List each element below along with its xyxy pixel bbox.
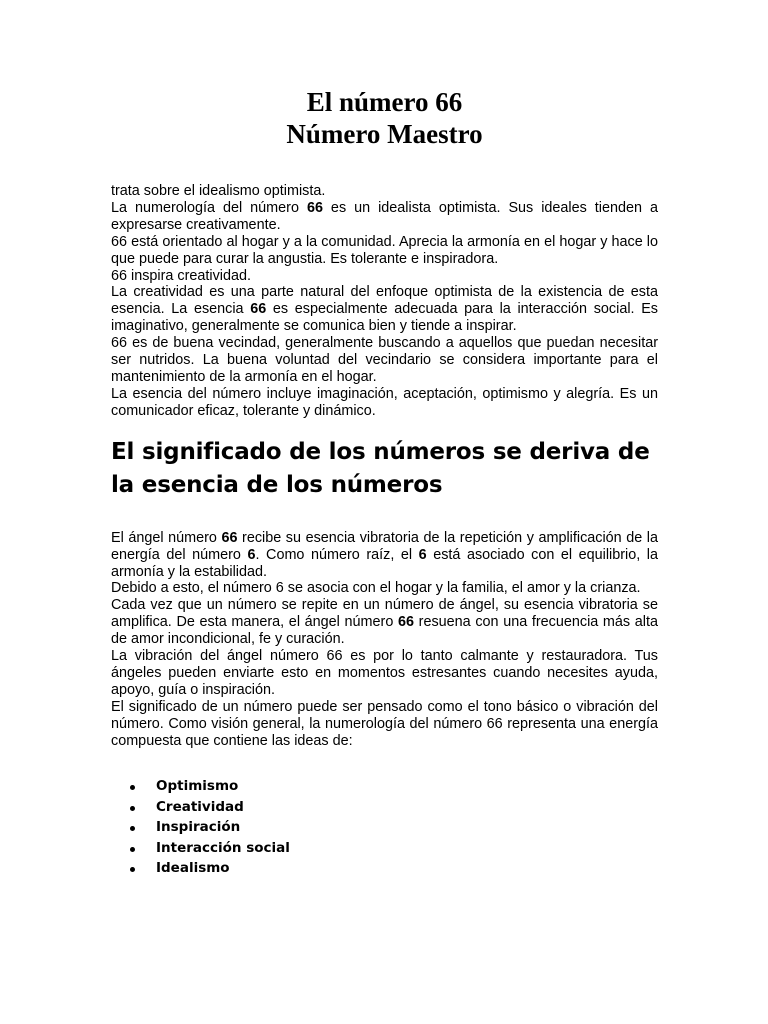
paragraph <box>111 699 658 750</box>
bold-number: 6 <box>247 546 256 563</box>
bold-number: 66 <box>306 199 323 216</box>
paragraph <box>111 386 658 420</box>
paragraph-text: es especialmente adecuada para la interacción social. Es imaginativo, generalmente se comunica bien y tiende a inspirar. <box>111 301 658 335</box>
bold-number: 6 <box>418 546 427 563</box>
paragraph <box>111 530 658 581</box>
section-heading: El significado de los números se deriva de la esencia de los números <box>111 438 650 498</box>
intro-section <box>111 183 658 420</box>
paragraph-text: resuena con una frecuencia más alta de amor incondicional, fe y curación. <box>111 614 658 648</box>
paragraph <box>111 335 658 386</box>
bold-number: 66 <box>398 614 415 631</box>
list-item-label: Inspiración <box>156 819 241 836</box>
list-item <box>111 817 658 838</box>
document-page <box>111 86 658 879</box>
paragraph-text: El significado de un número puede ser pensado como el tono básico o vibración del número. Como visión general, la numerología del número 66 representa una energía compuesta que contiene las ideas de: <box>111 698 658 749</box>
paragraph <box>111 597 658 648</box>
list-item-label: Optimismo <box>156 778 239 795</box>
list-item-label: Idealismo <box>156 860 230 877</box>
paragraph-text: Cada vez que un número se repite en un número de ángel, su esencia vibratoria se amplifica. De esta manera, el ángel número <box>111 597 658 631</box>
bullet-icon <box>130 867 135 872</box>
bullet-icon <box>130 806 135 811</box>
paragraph <box>111 200 658 234</box>
list-item <box>111 797 658 818</box>
bold-number: 66 <box>250 301 267 318</box>
paragraph-text: 66 inspira creatividad. <box>111 267 251 284</box>
title-line-2: Número Maestro <box>286 119 483 149</box>
meaning-section <box>111 530 658 750</box>
bullet-icon <box>130 847 135 852</box>
paragraph-text: es un idealista optimista. Sus ideales tienden a expresarse creativamente. <box>111 199 659 233</box>
paragraph <box>111 183 658 200</box>
ideas-list <box>111 776 658 879</box>
list-item <box>111 858 658 879</box>
bullet-icon <box>130 785 135 790</box>
paragraph <box>111 648 658 699</box>
list-item <box>111 838 658 859</box>
paragraph <box>111 284 658 335</box>
paragraph-text: 66 es de buena vecindad, generalmente buscando a aquellos que puedan necesitar ser nutridos. La buena voluntad del vecindario se considera importante para el mantenimiento de la armonía en el hogar. <box>111 335 658 385</box>
paragraph-text: 66 está orientado al hogar y a la comunidad. Aprecia la armonía en el hogar y hace lo que puede para curar la angustia. Es tolerante e inspiradora. <box>111 233 658 267</box>
paragraph-text: El ángel número <box>111 529 222 546</box>
list-item-label: Creatividad <box>156 798 244 815</box>
paragraph-text: La esencia del número incluye imaginación, aceptación, optimismo y alegría. Es un comunicador eficaz, tolerante y dinámico. <box>111 385 658 419</box>
paragraph-text: . Como número raíz, el <box>255 546 419 563</box>
paragraph <box>111 234 658 268</box>
paragraph-text: Debido a esto, el número 6 se asocia con el hogar y la familia, el amor y la crianza. <box>111 580 641 597</box>
bullet-icon <box>130 826 135 831</box>
paragraph-text: trata sobre el idealismo optimista. <box>111 183 326 199</box>
paragraph-text: La numerología del número <box>111 199 307 216</box>
paragraph-text: La vibración del ángel número 66 es por lo tanto calmante y restauradora. Tus ángeles pueden enviarte esto en momentos estresantes cuando necesites ayuda, apoyo, guía o inspiración. <box>111 648 658 698</box>
list-item <box>111 776 658 797</box>
paragraph <box>111 580 658 597</box>
list-item-label: Interacción social <box>156 839 290 856</box>
document-title <box>111 86 658 150</box>
paragraph-text: recibe su esencia vibratoria de la repetición y amplificación de la energía del número <box>111 529 658 563</box>
bold-number: 66 <box>221 529 238 546</box>
title-line-1: El número 66 <box>306 87 463 117</box>
paragraph-text: está asociado con el equilibrio, la armonía y la estabilidad. <box>111 546 659 580</box>
paragraph-text: La creatividad es una parte natural del enfoque optimista de la existencia de esta esencia. La esencia <box>111 284 658 318</box>
paragraph <box>111 268 658 285</box>
